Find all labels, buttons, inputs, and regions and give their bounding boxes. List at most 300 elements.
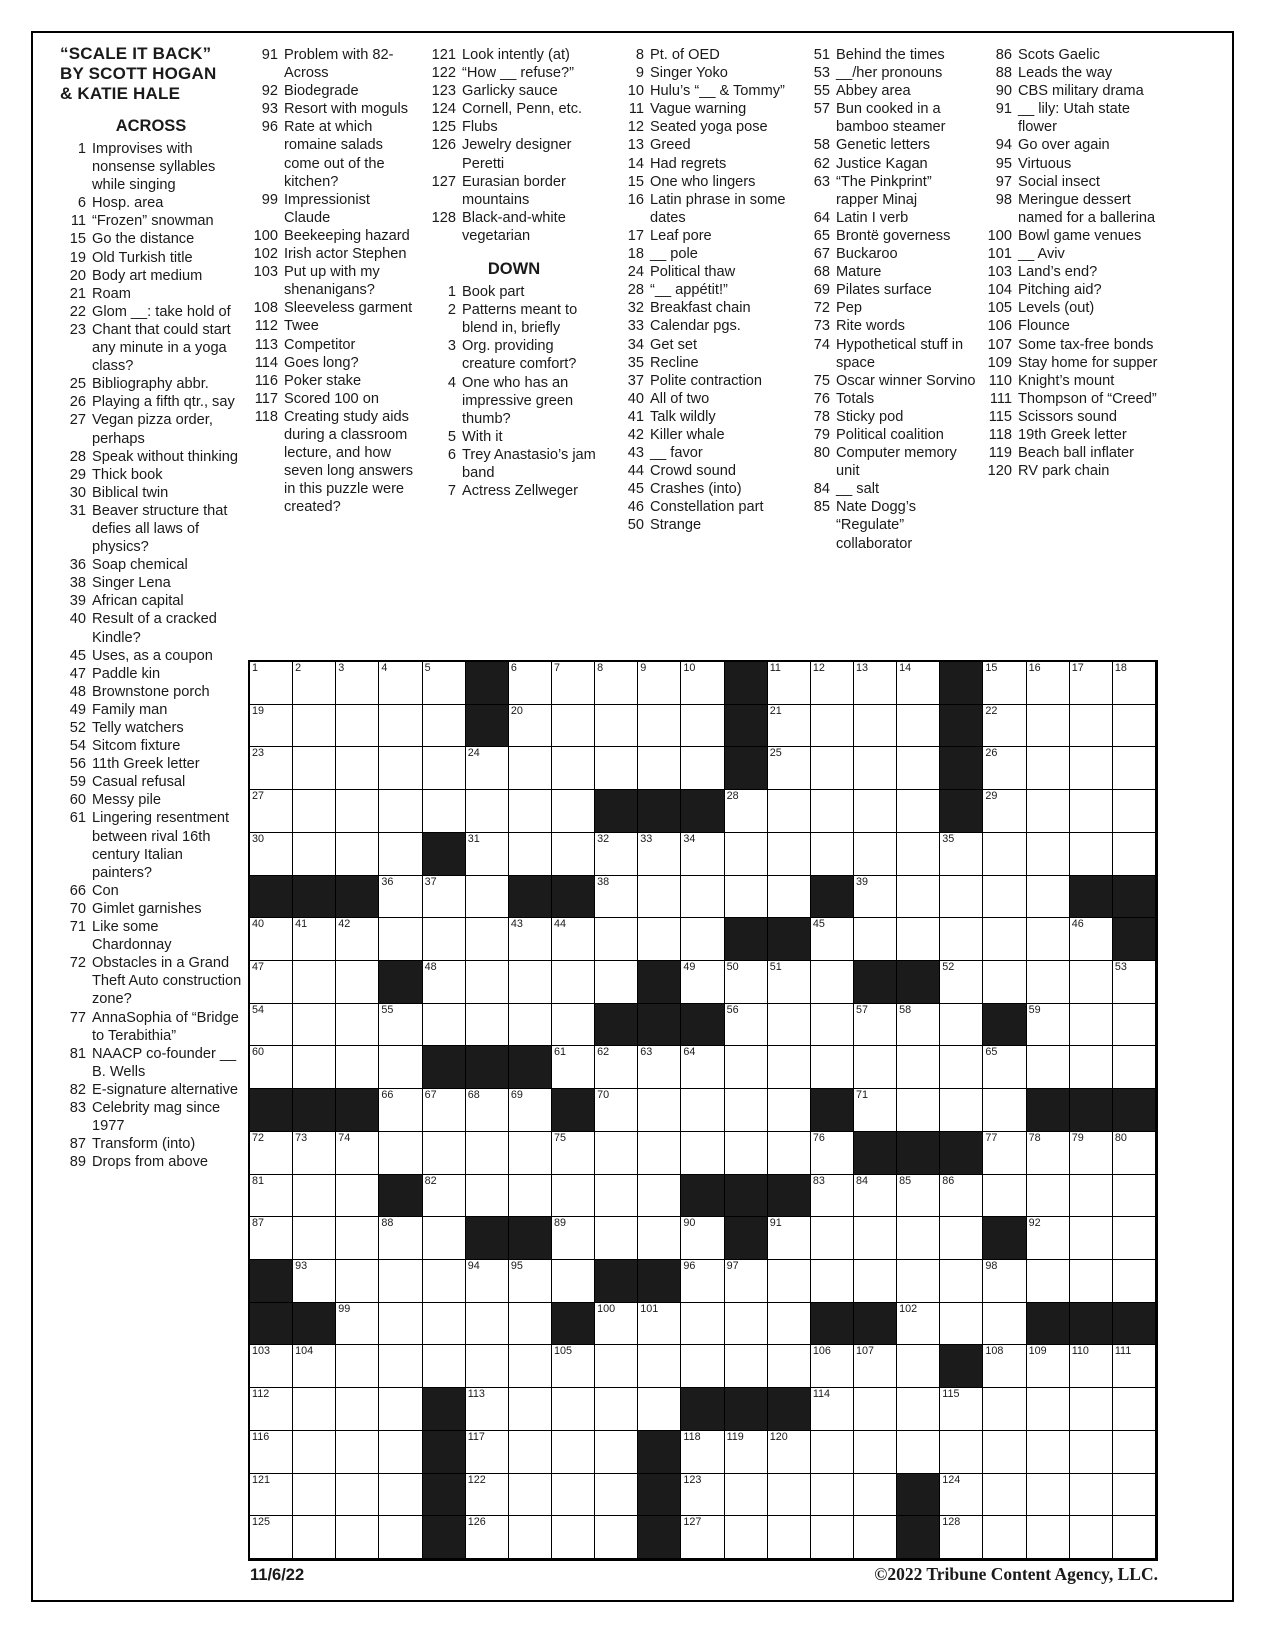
grid-cell[interactable] [681, 1431, 724, 1474]
grid-cell[interactable] [336, 918, 379, 961]
grid-cell[interactable] [1070, 1431, 1113, 1474]
grid-cell[interactable] [940, 1516, 983, 1559]
grid-cell[interactable] [595, 1132, 638, 1175]
grid-cell[interactable] [336, 1046, 379, 1089]
grid-cell[interactable] [293, 662, 336, 705]
grid-cell[interactable] [940, 876, 983, 919]
grid-cell[interactable] [250, 833, 293, 876]
grid-cell[interactable] [854, 1345, 897, 1388]
grid-cell[interactable] [1113, 1260, 1156, 1303]
grid-cell[interactable] [1070, 1217, 1113, 1260]
grid-cell[interactable] [940, 1004, 983, 1047]
grid-cell[interactable] [336, 1132, 379, 1175]
grid-cell[interactable] [423, 705, 466, 748]
grid-cell[interactable] [423, 1175, 466, 1218]
grid-cell[interactable] [509, 747, 552, 790]
grid-cell[interactable] [1027, 1474, 1070, 1517]
grid-cell[interactable] [1113, 1474, 1156, 1517]
grid-cell[interactable] [379, 662, 422, 705]
grid-cell[interactable] [293, 1388, 336, 1431]
grid-cell[interactable] [638, 876, 681, 919]
grid-cell[interactable] [811, 1516, 854, 1559]
grid-cell[interactable] [725, 1516, 768, 1559]
grid-cell[interactable] [897, 1217, 940, 1260]
grid-cell[interactable] [293, 918, 336, 961]
grid-cell[interactable] [336, 747, 379, 790]
grid-cell[interactable] [681, 833, 724, 876]
grid-cell[interactable] [466, 833, 509, 876]
grid-cell[interactable] [811, 1004, 854, 1047]
grid-cell[interactable] [552, 1217, 595, 1260]
grid-cell[interactable] [681, 918, 724, 961]
grid-cell[interactable] [1027, 833, 1070, 876]
grid-cell[interactable] [1027, 1004, 1070, 1047]
grid-cell[interactable] [423, 662, 466, 705]
grid-cell[interactable] [768, 662, 811, 705]
grid-cell[interactable] [983, 833, 1026, 876]
grid-cell[interactable] [897, 1004, 940, 1047]
grid-cell[interactable] [509, 1175, 552, 1218]
grid-cell[interactable] [983, 1431, 1026, 1474]
grid-cell[interactable] [897, 1046, 940, 1089]
grid-cell[interactable] [811, 747, 854, 790]
grid-cell[interactable] [768, 1004, 811, 1047]
grid-cell[interactable] [466, 1004, 509, 1047]
grid-cell[interactable] [466, 961, 509, 1004]
grid-cell[interactable] [336, 961, 379, 1004]
grid-cell[interactable] [1070, 833, 1113, 876]
grid-cell[interactable] [983, 1388, 1026, 1431]
grid-cell[interactable] [897, 1345, 940, 1388]
grid-cell[interactable] [1113, 961, 1156, 1004]
grid-cell[interactable] [552, 662, 595, 705]
grid-cell[interactable] [940, 961, 983, 1004]
grid-cell[interactable] [552, 1046, 595, 1089]
grid-cell[interactable] [466, 1132, 509, 1175]
grid-cell[interactable] [1070, 961, 1113, 1004]
grid-cell[interactable] [379, 833, 422, 876]
grid-cell[interactable] [768, 1303, 811, 1346]
grid-cell[interactable] [336, 1431, 379, 1474]
grid-cell[interactable] [293, 1260, 336, 1303]
grid-cell[interactable] [1027, 1175, 1070, 1218]
grid-cell[interactable] [1027, 1132, 1070, 1175]
grid-cell[interactable] [552, 1004, 595, 1047]
grid-cell[interactable] [250, 1217, 293, 1260]
grid-cell[interactable] [681, 1046, 724, 1089]
grid-cell[interactable] [423, 1345, 466, 1388]
grid-cell[interactable] [983, 918, 1026, 961]
grid-cell[interactable] [336, 790, 379, 833]
grid-cell[interactable] [552, 1175, 595, 1218]
grid-cell[interactable] [595, 705, 638, 748]
grid-cell[interactable] [725, 1089, 768, 1132]
grid-cell[interactable] [423, 918, 466, 961]
grid-cell[interactable] [509, 961, 552, 1004]
grid-cell[interactable] [423, 747, 466, 790]
grid-cell[interactable] [638, 1089, 681, 1132]
grid-cell[interactable] [811, 961, 854, 1004]
grid-cell[interactable] [1113, 1046, 1156, 1089]
grid-cell[interactable] [725, 790, 768, 833]
grid-cell[interactable] [811, 1260, 854, 1303]
grid-cell[interactable] [1070, 1516, 1113, 1559]
grid-cell[interactable] [509, 1474, 552, 1517]
grid-cell[interactable] [681, 747, 724, 790]
grid-cell[interactable] [983, 1516, 1026, 1559]
grid-cell[interactable] [854, 1175, 897, 1218]
grid-cell[interactable] [983, 705, 1026, 748]
grid-cell[interactable] [552, 1474, 595, 1517]
grid-cell[interactable] [336, 662, 379, 705]
grid-cell[interactable] [293, 961, 336, 1004]
grid-cell[interactable] [725, 1431, 768, 1474]
grid-cell[interactable] [336, 1345, 379, 1388]
grid-cell[interactable] [595, 918, 638, 961]
grid-cell[interactable] [854, 918, 897, 961]
grid-cell[interactable] [595, 1516, 638, 1559]
grid-cell[interactable] [638, 1217, 681, 1260]
grid-cell[interactable] [509, 1388, 552, 1431]
grid-cell[interactable] [509, 790, 552, 833]
grid-cell[interactable] [466, 747, 509, 790]
grid-cell[interactable] [379, 1046, 422, 1089]
grid-cell[interactable] [638, 662, 681, 705]
grid-cell[interactable] [1113, 662, 1156, 705]
grid-cell[interactable] [854, 1388, 897, 1431]
grid-cell[interactable] [983, 1345, 1026, 1388]
grid-cell[interactable] [811, 790, 854, 833]
grid-cell[interactable] [293, 747, 336, 790]
grid-cell[interactable] [725, 1345, 768, 1388]
grid-cell[interactable] [336, 1175, 379, 1218]
grid-cell[interactable] [509, 662, 552, 705]
grid-cell[interactable] [250, 1388, 293, 1431]
grid-cell[interactable] [681, 1303, 724, 1346]
grid-cell[interactable] [768, 705, 811, 748]
grid-cell[interactable] [725, 1260, 768, 1303]
grid-cell[interactable] [854, 1217, 897, 1260]
grid-cell[interactable] [336, 1516, 379, 1559]
grid-cell[interactable] [1027, 1431, 1070, 1474]
grid-cell[interactable] [725, 1474, 768, 1517]
grid-cell[interactable] [466, 1474, 509, 1517]
grid-cell[interactable] [854, 747, 897, 790]
grid-cell[interactable] [681, 1474, 724, 1517]
grid-cell[interactable] [1113, 1004, 1156, 1047]
grid-cell[interactable] [854, 1046, 897, 1089]
grid-cell[interactable] [811, 1217, 854, 1260]
grid-cell[interactable] [379, 1004, 422, 1047]
grid-cell[interactable] [983, 1132, 1026, 1175]
grid-cell[interactable] [293, 1431, 336, 1474]
grid-cell[interactable] [638, 833, 681, 876]
grid-cell[interactable] [1070, 1175, 1113, 1218]
grid-cell[interactable] [638, 918, 681, 961]
grid-cell[interactable] [509, 918, 552, 961]
grid-cell[interactable] [379, 1303, 422, 1346]
grid-cell[interactable] [336, 1303, 379, 1346]
grid-cell[interactable] [595, 1089, 638, 1132]
grid-cell[interactable] [595, 1474, 638, 1517]
grid-cell[interactable] [768, 747, 811, 790]
grid-cell[interactable] [250, 1132, 293, 1175]
grid-cell[interactable] [552, 1345, 595, 1388]
grid-cell[interactable] [466, 918, 509, 961]
grid-cell[interactable] [811, 705, 854, 748]
grid-cell[interactable] [552, 747, 595, 790]
grid-cell[interactable] [1070, 1345, 1113, 1388]
grid-cell[interactable] [768, 833, 811, 876]
grid-cell[interactable] [681, 1345, 724, 1388]
grid-cell[interactable] [293, 1217, 336, 1260]
grid-cell[interactable] [638, 1175, 681, 1218]
grid-cell[interactable] [811, 1046, 854, 1089]
grid-cell[interactable] [250, 790, 293, 833]
grid-cell[interactable] [983, 790, 1026, 833]
grid-cell[interactable] [897, 1175, 940, 1218]
grid-cell[interactable] [250, 1345, 293, 1388]
grid-cell[interactable] [423, 1260, 466, 1303]
grid-cell[interactable] [983, 747, 1026, 790]
grid-cell[interactable] [768, 1217, 811, 1260]
grid-cell[interactable] [595, 833, 638, 876]
grid-cell[interactable] [725, 1303, 768, 1346]
grid-cell[interactable] [638, 1388, 681, 1431]
grid-cell[interactable] [379, 747, 422, 790]
grid-cell[interactable] [725, 1004, 768, 1047]
grid-cell[interactable] [423, 1132, 466, 1175]
grid-cell[interactable] [595, 1431, 638, 1474]
grid-cell[interactable] [466, 1175, 509, 1218]
grid-cell[interactable] [423, 876, 466, 919]
grid-cell[interactable] [854, 876, 897, 919]
grid-cell[interactable] [595, 662, 638, 705]
grid-cell[interactable] [379, 1132, 422, 1175]
grid-cell[interactable] [638, 747, 681, 790]
grid-cell[interactable] [293, 833, 336, 876]
grid-cell[interactable] [768, 790, 811, 833]
grid-cell[interactable] [983, 961, 1026, 1004]
grid-cell[interactable] [983, 1175, 1026, 1218]
grid-cell[interactable] [768, 1089, 811, 1132]
grid-cell[interactable] [336, 1474, 379, 1517]
grid-cell[interactable] [1113, 747, 1156, 790]
grid-cell[interactable] [336, 833, 379, 876]
grid-cell[interactable] [552, 918, 595, 961]
grid-cell[interactable] [725, 1132, 768, 1175]
grid-cell[interactable] [552, 790, 595, 833]
grid-cell[interactable] [336, 1388, 379, 1431]
grid-cell[interactable] [854, 790, 897, 833]
grid-cell[interactable] [1070, 1388, 1113, 1431]
grid-cell[interactable] [379, 1260, 422, 1303]
grid-cell[interactable] [552, 1260, 595, 1303]
grid-cell[interactable] [1113, 833, 1156, 876]
grid-cell[interactable] [1113, 790, 1156, 833]
grid-cell[interactable] [595, 961, 638, 1004]
grid-cell[interactable] [983, 1303, 1026, 1346]
grid-cell[interactable] [1113, 705, 1156, 748]
grid-cell[interactable] [509, 833, 552, 876]
grid-cell[interactable] [1027, 918, 1070, 961]
grid-cell[interactable] [638, 705, 681, 748]
grid-cell[interactable] [1027, 705, 1070, 748]
grid-cell[interactable] [293, 1345, 336, 1388]
grid-cell[interactable] [940, 1431, 983, 1474]
grid-cell[interactable] [466, 1089, 509, 1132]
grid-cell[interactable] [897, 1089, 940, 1132]
grid-cell[interactable] [897, 918, 940, 961]
grid-cell[interactable] [379, 1345, 422, 1388]
grid-cell[interactable] [379, 876, 422, 919]
grid-cell[interactable] [466, 1431, 509, 1474]
grid-cell[interactable] [509, 1132, 552, 1175]
grid-cell[interactable] [1070, 1260, 1113, 1303]
grid-cell[interactable] [940, 1046, 983, 1089]
grid-cell[interactable] [250, 961, 293, 1004]
grid-cell[interactable] [681, 1260, 724, 1303]
grid-cell[interactable] [379, 1516, 422, 1559]
grid-cell[interactable] [1027, 662, 1070, 705]
grid-cell[interactable] [940, 833, 983, 876]
grid-cell[interactable] [1070, 747, 1113, 790]
grid-cell[interactable] [768, 1132, 811, 1175]
grid-cell[interactable] [1070, 1046, 1113, 1089]
grid-cell[interactable] [379, 790, 422, 833]
grid-cell[interactable] [552, 1388, 595, 1431]
grid-cell[interactable] [983, 662, 1026, 705]
grid-cell[interactable] [854, 833, 897, 876]
grid-cell[interactable] [250, 1474, 293, 1517]
grid-cell[interactable] [1027, 1046, 1070, 1089]
grid-cell[interactable] [509, 1004, 552, 1047]
grid-cell[interactable] [768, 961, 811, 1004]
grid-cell[interactable] [552, 705, 595, 748]
grid-cell[interactable] [681, 961, 724, 1004]
grid-cell[interactable] [983, 1474, 1026, 1517]
grid-cell[interactable] [854, 1516, 897, 1559]
grid-cell[interactable] [897, 1260, 940, 1303]
grid-cell[interactable] [681, 1089, 724, 1132]
grid-cell[interactable] [250, 1046, 293, 1089]
grid-cell[interactable] [681, 876, 724, 919]
grid-cell[interactable] [638, 1345, 681, 1388]
grid-cell[interactable] [250, 918, 293, 961]
grid-cell[interactable] [250, 1431, 293, 1474]
grid-cell[interactable] [595, 1388, 638, 1431]
grid-cell[interactable] [811, 1175, 854, 1218]
grid-cell[interactable] [466, 790, 509, 833]
grid-cell[interactable] [940, 1388, 983, 1431]
grid-cell[interactable] [854, 1431, 897, 1474]
grid-cell[interactable] [379, 1388, 422, 1431]
grid-cell[interactable] [1027, 1516, 1070, 1559]
grid-cell[interactable] [509, 1431, 552, 1474]
grid-cell[interactable] [1113, 1132, 1156, 1175]
grid-cell[interactable] [466, 1345, 509, 1388]
grid-cell[interactable] [681, 1217, 724, 1260]
grid-cell[interactable] [1027, 790, 1070, 833]
grid-cell[interactable] [1113, 1345, 1156, 1388]
grid-cell[interactable] [509, 705, 552, 748]
grid-cell[interactable] [854, 1004, 897, 1047]
grid-cell[interactable] [1027, 1260, 1070, 1303]
grid-cell[interactable] [250, 747, 293, 790]
grid-cell[interactable] [768, 876, 811, 919]
grid-cell[interactable] [509, 1089, 552, 1132]
grid-cell[interactable] [983, 1260, 1026, 1303]
grid-cell[interactable] [250, 1175, 293, 1218]
grid-cell[interactable] [293, 1132, 336, 1175]
grid-cell[interactable] [897, 662, 940, 705]
grid-cell[interactable] [293, 790, 336, 833]
grid-cell[interactable] [293, 1175, 336, 1218]
grid-cell[interactable] [768, 1260, 811, 1303]
grid-cell[interactable] [379, 1217, 422, 1260]
grid-cell[interactable] [250, 1004, 293, 1047]
grid-cell[interactable] [638, 1046, 681, 1089]
grid-cell[interactable] [768, 1345, 811, 1388]
grid-cell[interactable] [681, 1132, 724, 1175]
grid-cell[interactable] [854, 1089, 897, 1132]
grid-cell[interactable] [983, 1089, 1026, 1132]
grid-cell[interactable] [1113, 1217, 1156, 1260]
grid-cell[interactable] [423, 1004, 466, 1047]
grid-cell[interactable] [725, 876, 768, 919]
grid-cell[interactable] [379, 918, 422, 961]
grid-cell[interactable] [336, 1260, 379, 1303]
grid-cell[interactable] [897, 1431, 940, 1474]
grid-cell[interactable] [293, 1046, 336, 1089]
grid-cell[interactable] [768, 1046, 811, 1089]
grid-cell[interactable] [897, 1388, 940, 1431]
grid-cell[interactable] [466, 876, 509, 919]
grid-cell[interactable] [595, 1046, 638, 1089]
grid-cell[interactable] [509, 1345, 552, 1388]
grid-cell[interactable] [552, 1431, 595, 1474]
grid-cell[interactable] [509, 1516, 552, 1559]
grid-cell[interactable] [897, 747, 940, 790]
grid-cell[interactable] [379, 1474, 422, 1517]
grid-cell[interactable] [423, 1303, 466, 1346]
grid-cell[interactable] [940, 1217, 983, 1260]
grid-cell[interactable] [768, 1516, 811, 1559]
grid-cell[interactable] [379, 1089, 422, 1132]
grid-cell[interactable] [466, 1260, 509, 1303]
grid-cell[interactable] [595, 747, 638, 790]
grid-cell[interactable] [595, 1345, 638, 1388]
grid-cell[interactable] [552, 1516, 595, 1559]
grid-cell[interactable] [293, 1004, 336, 1047]
grid-cell[interactable] [940, 918, 983, 961]
grid-cell[interactable] [250, 662, 293, 705]
grid-cell[interactable] [811, 1431, 854, 1474]
grid-cell[interactable] [854, 1474, 897, 1517]
grid-cell[interactable] [854, 1260, 897, 1303]
grid-cell[interactable] [379, 705, 422, 748]
grid-cell[interactable] [509, 1303, 552, 1346]
grid-cell[interactable] [1027, 876, 1070, 919]
grid-cell[interactable] [1113, 1431, 1156, 1474]
grid-cell[interactable] [250, 705, 293, 748]
grid-cell[interactable] [940, 1474, 983, 1517]
grid-cell[interactable] [423, 961, 466, 1004]
grid-cell[interactable] [725, 961, 768, 1004]
grid-cell[interactable] [638, 1132, 681, 1175]
grid-cell[interactable] [897, 833, 940, 876]
grid-cell[interactable] [768, 1474, 811, 1517]
